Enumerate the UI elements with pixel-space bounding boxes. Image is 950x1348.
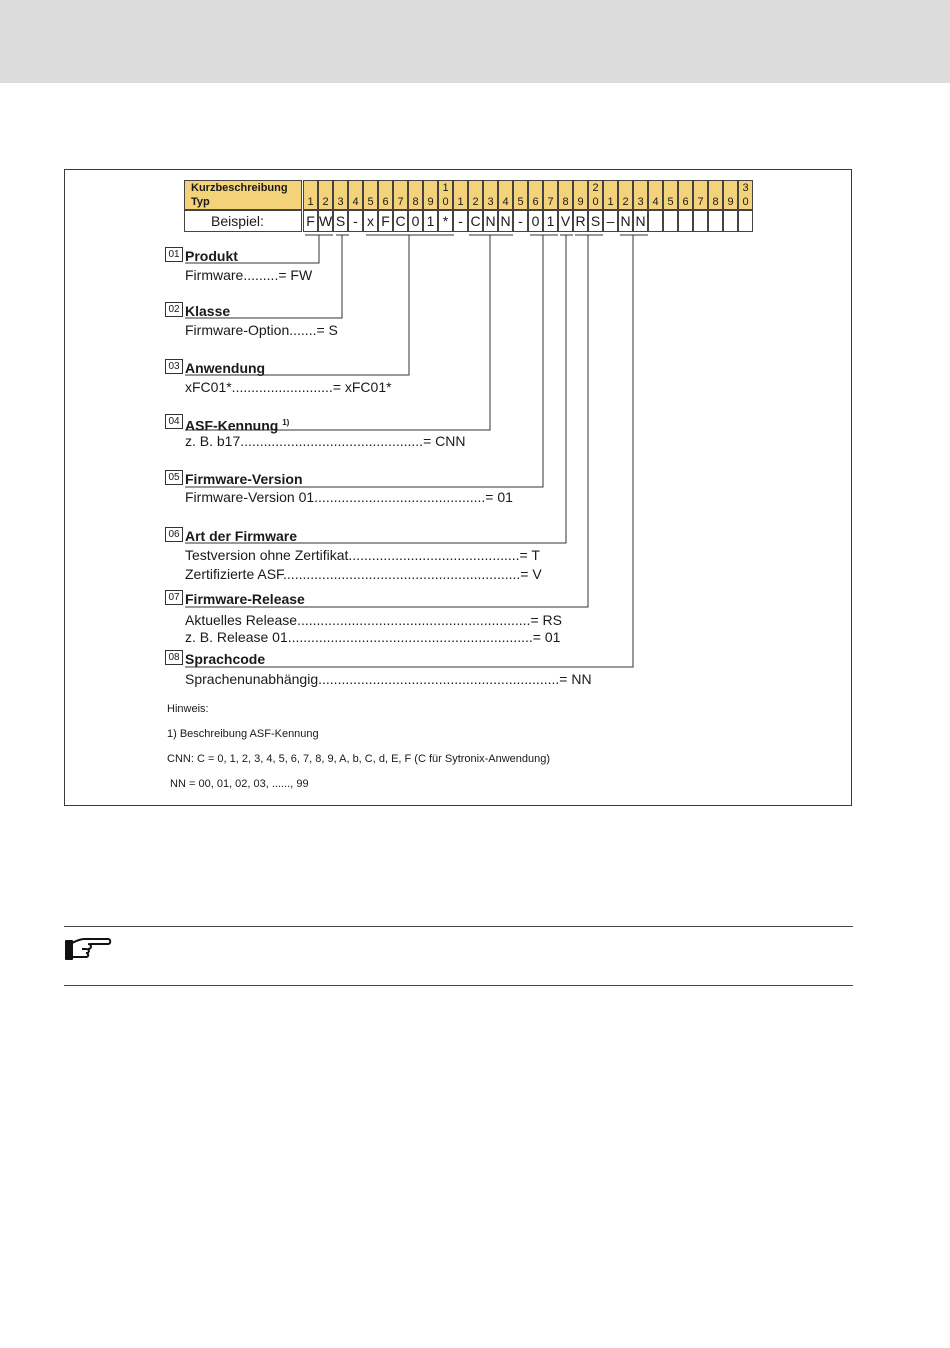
section-title — [185, 528, 297, 544]
position-ones: 4 — [502, 196, 509, 208]
position-ones: 9 — [727, 196, 734, 208]
section-value-line: Sprachenunabhängig..............................................................= NN — [185, 671, 592, 687]
position-ones: 8 — [562, 196, 569, 208]
position-tens: 1 — [442, 182, 449, 194]
section-title — [185, 591, 305, 607]
section-title-text: Sprachcode — [185, 651, 266, 667]
position-ones: 8 — [412, 196, 419, 208]
position-ones: 4 — [352, 196, 359, 208]
section-title-text: Firmware-Version — [185, 471, 303, 487]
example-char-cell: C — [468, 210, 483, 232]
section-title-text: Produkt — [185, 248, 238, 264]
example-char-cell: V — [558, 210, 573, 232]
section-title — [185, 471, 303, 487]
position-ones: 8 — [712, 196, 719, 208]
section-title-text: ASF-Kennung — [185, 417, 279, 434]
kurzbeschreibung-label: Kurzbeschreibung — [191, 182, 288, 194]
section-title — [185, 248, 238, 264]
position-ones: 5 — [667, 196, 674, 208]
typ-label: Typ — [191, 196, 210, 208]
section-number-box: 02 — [165, 302, 183, 317]
position-ones: 9 — [577, 196, 584, 208]
section-value-line: Firmware.........= FW — [185, 267, 313, 283]
position-ones: 2 — [622, 196, 629, 208]
note-line: CNN: C = 0, 1, 2, 3, 4, 5, 6, 7, 8, 9, A, b, C, d, E, F (C für Sytronix-Anwendung) — [167, 753, 551, 765]
position-tens: 2 — [592, 182, 599, 194]
section-value-line: Testversion ohne Zertifikat............................................= T — [185, 547, 540, 563]
position-ones: 6 — [682, 196, 689, 208]
section-title — [185, 360, 265, 376]
position-ones: 5 — [517, 196, 524, 208]
section-number-box: 05 — [165, 470, 183, 485]
section-title — [185, 415, 289, 434]
section-value-line: Firmware-Option.......= S — [185, 322, 338, 338]
note-line: NN = 00, 01, 02, 03, ......, 99 — [167, 778, 309, 790]
position-ones: 1 — [307, 196, 314, 208]
example-char-cell: N — [633, 210, 648, 232]
section-number-box: 07 — [165, 590, 183, 605]
example-char-cell: S — [588, 210, 603, 232]
section-title-text: Art der Firmware — [185, 528, 298, 544]
section-value-line: z. B. Release 01...............................................................= 01 — [185, 629, 561, 645]
hint-bottom-rule — [64, 985, 853, 986]
position-ones: 7 — [397, 196, 404, 208]
position-ones: 6 — [532, 196, 539, 208]
note-line: 1) Beschreibung ASF-Kennung — [167, 728, 319, 740]
hint-top-rule — [64, 926, 853, 927]
example-char-cell: 1 — [423, 210, 438, 232]
position-ones: 3 — [637, 196, 644, 208]
footnote-marker: 1) — [282, 418, 290, 427]
position-tens: 3 — [742, 182, 749, 194]
example-char-cell: N — [498, 210, 513, 232]
position-ones: 3 — [487, 196, 494, 208]
section-title-text: Anwendung — [185, 360, 266, 376]
example-char-cell: 0 — [528, 210, 543, 232]
example-char-cell: W — [318, 210, 333, 232]
section-number-box: 01 — [165, 247, 183, 262]
position-ones: 6 — [382, 196, 389, 208]
example-char-cell: N — [618, 210, 633, 232]
position-ones: 0 — [592, 196, 599, 208]
position-ones: 0 — [442, 196, 449, 208]
example-char-cell: C — [393, 210, 408, 232]
section-title-text: Klasse — [185, 303, 231, 319]
note-line: Hinweis: — [167, 703, 209, 715]
position-ones: 5 — [367, 196, 374, 208]
section-title-text: Firmware-Release — [185, 591, 305, 607]
example-char-cell: - — [348, 210, 363, 232]
section-number-box: 04 — [165, 414, 183, 429]
example-char-cell: 1 — [543, 210, 558, 232]
position-ones: 4 — [652, 196, 659, 208]
position-ones: 2 — [472, 196, 479, 208]
example-char-cell: N — [483, 210, 498, 232]
pointing-hand-icon — [64, 933, 114, 963]
example-char-cell: R — [573, 210, 588, 232]
beispiel-label: Beispiel: — [184, 210, 302, 232]
position-ones: 2 — [322, 196, 329, 208]
section-value-line: z. B. b17...............................................= CNN — [185, 433, 466, 449]
position-ones: 7 — [697, 196, 704, 208]
section-value-line: Firmware-Version 01............................................= 01 — [185, 489, 513, 505]
section-value-line: Aktuelles Release............................................................= RS — [185, 612, 562, 628]
example-char-cell: x — [363, 210, 378, 232]
section-title — [185, 651, 265, 667]
example-char-cell: - — [513, 210, 528, 232]
section-number-box: 06 — [165, 527, 183, 542]
example-char-cell: - — [453, 210, 468, 232]
position-ones: 7 — [547, 196, 554, 208]
example-char-cell: F — [303, 210, 318, 232]
example-char-cell: S — [333, 210, 348, 232]
position-ones: 3 — [337, 196, 344, 208]
section-value-line: xFC01*..........................= xFC01* — [185, 379, 392, 395]
example-char-cell: * — [438, 210, 453, 232]
position-ones: 9 — [427, 196, 434, 208]
example-char-cell: 0 — [408, 210, 423, 232]
position-ones: 1 — [607, 196, 614, 208]
section-title — [185, 303, 230, 319]
section-number-box: 08 — [165, 650, 183, 665]
example-char-cell: F — [378, 210, 393, 232]
example-char-cell: – — [603, 210, 618, 232]
section-value-line: Zertifizierte ASF.............................................................= V — [185, 566, 542, 582]
position-ones: 0 — [742, 196, 749, 208]
position-ones: 1 — [457, 196, 464, 208]
section-number-box: 03 — [165, 359, 183, 374]
